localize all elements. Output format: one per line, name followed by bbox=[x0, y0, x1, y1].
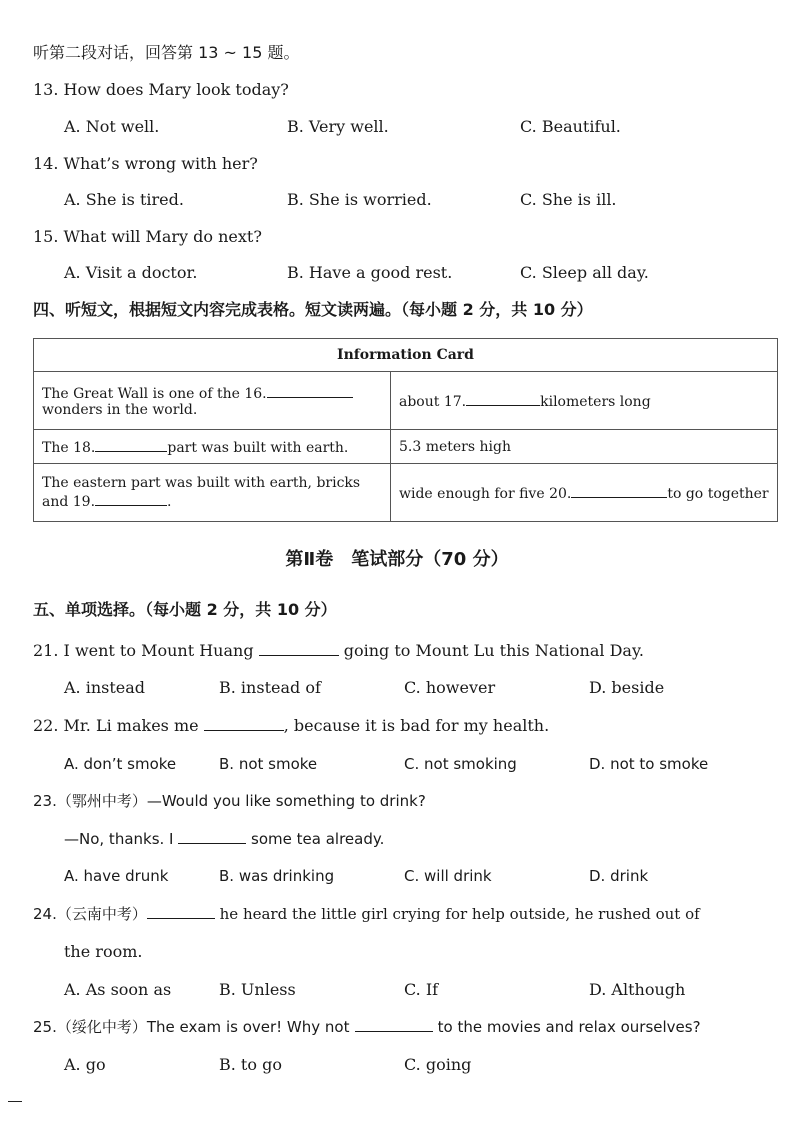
q22-text-b: , because it is bad for my health. bbox=[283, 716, 550, 735]
q25-text-b: to the movies and relax ourselves? bbox=[437, 1018, 701, 1036]
q14-option-a[interactable]: A. She is tired. bbox=[64, 190, 184, 209]
q23-source-tag: 23.（鄂州中考） bbox=[33, 792, 147, 810]
card-row3-left-text-b: and 19. bbox=[42, 494, 96, 510]
section-5-heading: 五、单项选择。（每小题 2 分，共 10 分） bbox=[33, 600, 337, 619]
question-13: 13. How does Mary look today? bbox=[33, 80, 289, 99]
blank-17[interactable] bbox=[466, 391, 540, 406]
card-row1-left bbox=[34, 372, 391, 430]
q22-text-a: 22. Mr. Li makes me bbox=[33, 716, 199, 735]
q24-option-b[interactable]: B. Unless bbox=[219, 980, 296, 999]
blank-18[interactable] bbox=[95, 437, 167, 452]
question-14: 14. What’s wrong with her? bbox=[33, 154, 258, 173]
q14-option-c[interactable]: C. She is ill. bbox=[520, 190, 617, 209]
q14-option-b[interactable]: B. She is worried. bbox=[287, 190, 432, 209]
q13-option-c[interactable]: C. Beautiful. bbox=[520, 117, 621, 136]
q23-option-d[interactable]: D. drink bbox=[589, 867, 649, 885]
q21-text-b: going to Mount Lu this National Day. bbox=[343, 641, 644, 660]
card-row3-left bbox=[34, 464, 391, 522]
q24-source-tag: 24.（云南中考） bbox=[33, 905, 147, 923]
blank-19[interactable] bbox=[95, 491, 167, 506]
paper-part-2-title: 第Ⅱ卷 笔试部分（70 分） bbox=[285, 549, 509, 570]
part2-instruction: 听第二段对话，回答第 13 ~ 15 题。 bbox=[33, 43, 300, 62]
q25-option-c[interactable]: C. going bbox=[404, 1055, 472, 1074]
q23-text-b2: some tea already. bbox=[251, 830, 385, 848]
card-row1-right bbox=[391, 372, 778, 430]
card-row3-left-text-c: . bbox=[167, 494, 172, 510]
q15-option-b[interactable]: B. Have a good rest. bbox=[287, 263, 453, 282]
q24-text-a: he heard the little girl crying for help outside, he rushed out of bbox=[219, 905, 700, 923]
q21-text-a: 21. I went to Mount Huang bbox=[33, 641, 254, 660]
information-card-title: Information Card bbox=[34, 339, 778, 372]
q24-option-d[interactable]: D. Although bbox=[589, 980, 686, 999]
question-24-cont: the room. bbox=[64, 942, 143, 961]
q24-option-c[interactable]: C. If bbox=[404, 980, 439, 999]
card-row3-right-text-b: to go together bbox=[667, 486, 769, 502]
q23-option-b[interactable]: B. was drinking bbox=[219, 867, 335, 885]
card-row3-right bbox=[391, 464, 778, 522]
blank-24[interactable] bbox=[147, 904, 215, 919]
card-row1-right-text-b: kilometers long bbox=[540, 394, 651, 410]
blank-23[interactable] bbox=[178, 829, 246, 844]
card-row2-left-text-b: part was built with earth. bbox=[167, 440, 349, 456]
q23-text-b1: —No, thanks. I bbox=[64, 830, 174, 848]
card-row2-left bbox=[34, 430, 391, 464]
question-23-reply bbox=[64, 829, 384, 849]
card-row3-left-text-a: The eastern part was built with earth, bricks bbox=[42, 475, 361, 491]
card-row3-right-text-a: wide enough for five 20. bbox=[399, 486, 572, 502]
q13-option-b[interactable]: B. Very well. bbox=[287, 117, 389, 136]
q25-text-a: The exam is over! Why not bbox=[146, 1018, 350, 1036]
question-21 bbox=[33, 641, 644, 661]
blank-25[interactable] bbox=[355, 1017, 433, 1032]
q21-option-c[interactable]: C. however bbox=[404, 678, 496, 697]
q22-option-a[interactable]: A. don’t smoke bbox=[64, 755, 177, 773]
card-row1-right-text-a: about 17. bbox=[399, 394, 467, 410]
q21-option-a[interactable]: A. instead bbox=[64, 678, 146, 697]
q23-text-a: —Would you like something to drink? bbox=[146, 792, 426, 810]
question-22 bbox=[33, 716, 549, 736]
question-24 bbox=[33, 904, 700, 924]
card-row2-left-text-a: The 18. bbox=[42, 440, 96, 456]
q25-option-a[interactable]: A. go bbox=[64, 1055, 106, 1074]
information-card-table bbox=[33, 338, 778, 522]
card-row2-right: 5.3 meters high bbox=[391, 430, 778, 464]
card-row1-left-text-b: wonders in the world. bbox=[42, 402, 198, 418]
section-4-heading: 四、听短文，根据短文内容完成表格。短文读两遍。（每小题 2 分，共 10 分） bbox=[33, 300, 593, 319]
q24-option-a[interactable]: A. As soon as bbox=[64, 980, 172, 999]
question-25 bbox=[33, 1017, 701, 1037]
blank-22[interactable] bbox=[204, 716, 284, 731]
q23-option-a[interactable]: A. have drunk bbox=[64, 867, 169, 885]
blank-20[interactable] bbox=[571, 483, 667, 498]
q22-option-b[interactable]: B. not smoke bbox=[219, 755, 318, 773]
q25-source-tag: 25.（绥化中考） bbox=[33, 1018, 147, 1036]
q22-option-c[interactable]: C. not smoking bbox=[404, 755, 517, 773]
q22-option-d[interactable]: D. not to smoke bbox=[589, 755, 709, 773]
q21-option-d[interactable]: D. beside bbox=[589, 678, 665, 697]
question-15: 15. What will Mary do next? bbox=[33, 227, 262, 246]
question-23 bbox=[33, 791, 426, 811]
q15-option-c[interactable]: C. Sleep all day. bbox=[520, 263, 649, 282]
blank-16[interactable] bbox=[267, 383, 353, 398]
card-row1-left-text-a: The Great Wall is one of the 16. bbox=[42, 386, 267, 402]
q13-option-a[interactable]: A. Not well. bbox=[64, 117, 160, 136]
q15-option-a[interactable]: A. Visit a doctor. bbox=[64, 263, 198, 282]
q23-option-c[interactable]: C. will drink bbox=[404, 867, 492, 885]
page-corner-rule bbox=[8, 1101, 22, 1102]
blank-21[interactable] bbox=[259, 641, 339, 656]
q25-option-b[interactable]: B. to go bbox=[219, 1055, 282, 1074]
q21-option-b[interactable]: B. instead of bbox=[219, 678, 321, 697]
